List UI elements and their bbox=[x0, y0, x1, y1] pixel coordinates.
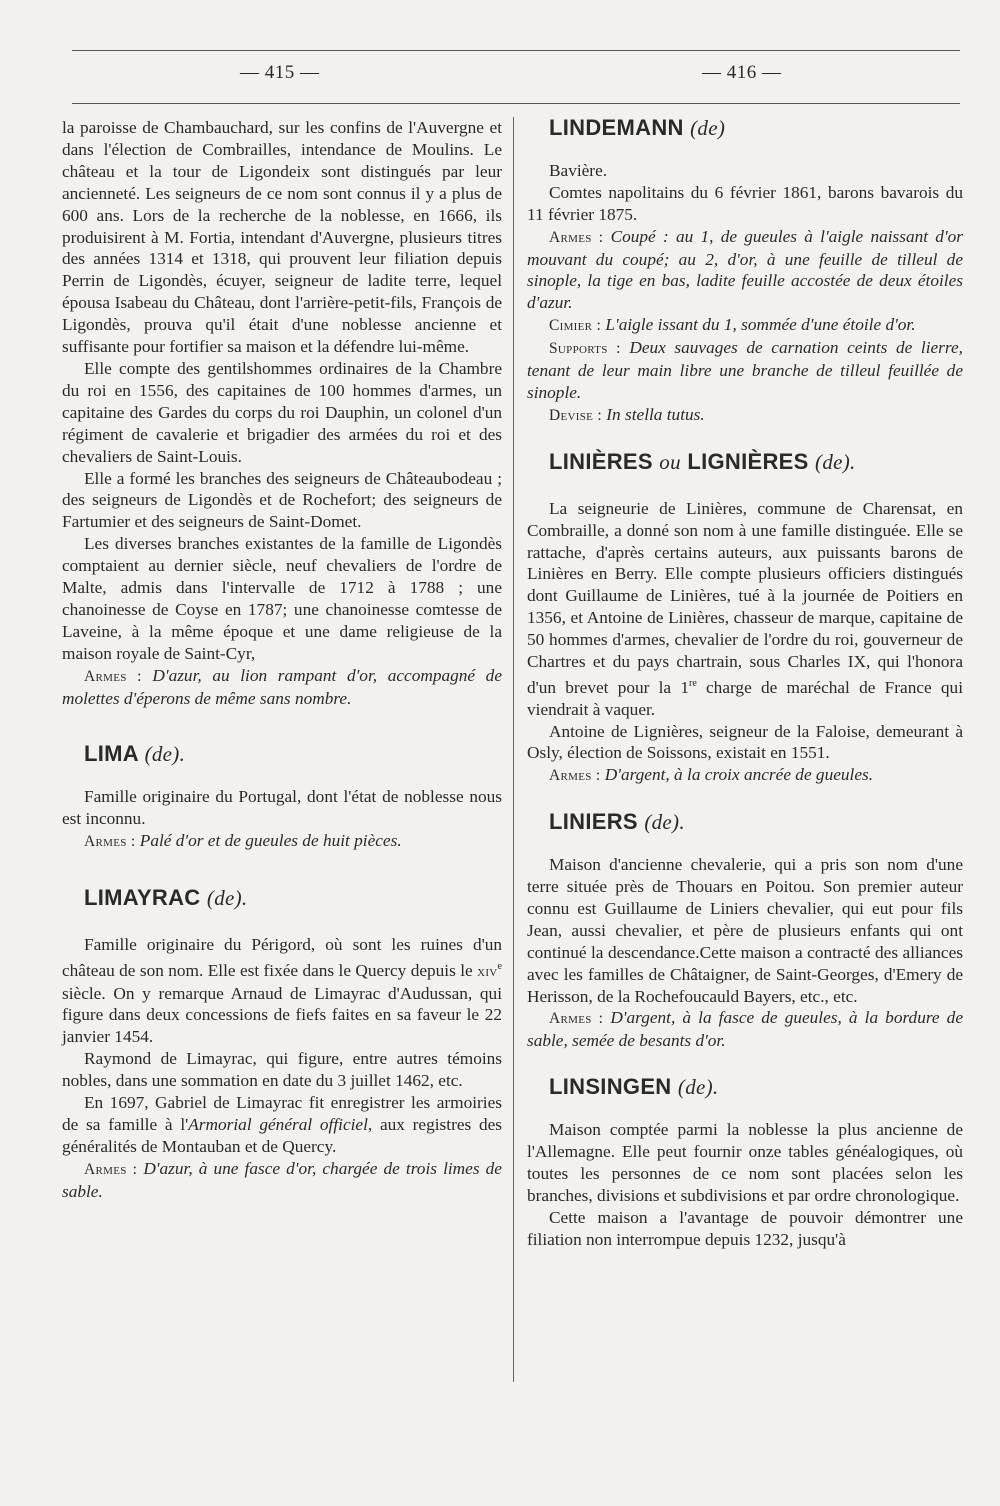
lindemann-crest bbox=[527, 314, 963, 337]
lindemann-paragraph-2: Comtes napolitains du 6 février 1861, barons bavarois du 11 février 1875. bbox=[527, 182, 963, 224]
liniers-arms bbox=[527, 1007, 963, 1052]
crest-label: Cimier : bbox=[549, 317, 602, 335]
text-run: En 1697, Gabriel de Limayrac fit enregistrer les armoiries de sa famille à l' bbox=[62, 1093, 502, 1135]
lima-paragraph-1: Famille originaire du Portugal, dont l'état de noblesse nous est inconnu. bbox=[62, 787, 502, 829]
ligondes-paragraph-4: Les diverses branches existantes de la famille de Ligondès comptaient au dernier siècle, neuf chevaliers de l'ordre de Malte, admis dans l'intervalle de 1712 à 1788 ; une chanoinesse de Coyse en 1787; une chanoinesse comtesse de Laveine, à la même époque et une dame religieuse de la maison royale de Saint-Cyr, bbox=[62, 534, 502, 663]
entry-title-lindemann bbox=[527, 117, 963, 140]
page-number-left: — 415 — bbox=[240, 62, 320, 83]
motto-text: In stella tutus. bbox=[606, 404, 705, 424]
lima-arms bbox=[62, 830, 502, 853]
text-run: La seigneurie de Linières, commune de Charensat, en Combraille, a donné son nom à une famille distinguée. Elle se rattache, d'après certains auteurs, aux puissants barons de Linières en Berry. Elle compte plusieurs officiers distingués dont Guillaume de Linières, tué à la journée de Poitiers en 1356, et Antoine de Linières, chasseur de marque, capitaine de 50 hommes d'armes, chevalier de l'ordre du roi, gouverneur de Chartres et du pays chartrain, sous Charles IX, qui l'honora d'un brevet pour la 1 bbox=[527, 498, 963, 697]
liniers-paragraph-1: Maison d'ancienne chevalerie, qui a pris son nom d'une terre située près de Thouars en Poitou. Son premier auteur connu est Guillaume de Liniers chevalier, qui eut pour fils Jean, aussi chevalier, et père de plusieurs enfants qui ont continué la descendance.Cette maison a contracté des alliances avec les familles de Châtaigner, de Saint-Georges, d'Emery de Herisson, de la Rochefoucauld Bayers, etc., etc. bbox=[527, 855, 963, 1006]
lindemann-paragraph-1: Bavière. bbox=[549, 160, 608, 180]
ligondes-paragraph-1: la paroisse de Chambauchard, sur les confins de l'Auvergne et dans l'élection de Combrailles, intendance de Moulins. Le château et la tour de Ligondeix sont distingués par leur ancienneté. Les seigneurs de ce nom sont connus il y a plus de 600 ans. Lors de la recherche de la noblesse, en 1666, ils produisirent à M. Fortia, intendant d'Auvergne, plusieurs titres des années 1314 et 1318, qui prouvent leur filiation depuis Perrin de Ligondès, écuyer, seigneur de ladite terre, lequel épousa Isabeau du Château, dont l'arrière-petit-fils, François de Ligondès, prouva qu'il était d'une noblesse ancienne et suffisante pour fortifier sa maison et la défendre lui-même. bbox=[62, 118, 502, 357]
page-number-right: — 416 — bbox=[702, 62, 782, 83]
arms-label: Armes : bbox=[84, 1160, 138, 1178]
ligondes-paragraph-2: Elle compte des gentilshommes ordinaires de la Chambre du roi en 1556, des capitaines de 100 hommes d'armes, un capitaine des Gardes du corps du roi Dauphin, un colonel d'un régiment de cavalerie et brigadier des armées du roi et des chevaliers de Saint-Louis. bbox=[62, 358, 502, 466]
text-run: charge de maréchal de France qui viendrait à vaquer. bbox=[527, 677, 963, 719]
superscript: re bbox=[688, 677, 697, 689]
supporters-text: Deux sauvages de carnation ceints de lierre, tenant de leur main libre une branche de tilleul feuillée de sinople. bbox=[527, 338, 963, 402]
entry-title-lima bbox=[62, 743, 502, 766]
entry-title-linsingen bbox=[527, 1076, 963, 1099]
ligondes-arms bbox=[62, 665, 502, 710]
entry-particle: (de). bbox=[815, 449, 856, 474]
entry-title-linieres bbox=[527, 448, 963, 474]
arms-label: Armes : bbox=[84, 833, 136, 851]
linsingen-paragraph-1: Maison comptée parmi la noblesse la plus ancienne de l'Allemagne. Elle peut fournir onze tables généalogiques, où toutes les personnes de ce nom sont placées selon les branches, divisions et subdivisions et par ordre chronologique. bbox=[527, 1120, 963, 1205]
lindemann-arms bbox=[527, 226, 963, 315]
arms-label: Armes : bbox=[549, 1010, 604, 1028]
crest-text: L'aigle issant du 1, sommée d'une étoile d'or. bbox=[605, 315, 916, 335]
entry-particle: (de) bbox=[690, 116, 726, 140]
column-divider bbox=[513, 117, 514, 1382]
entry-name: LIMAYRAC bbox=[84, 885, 201, 911]
arms-label: Armes : bbox=[549, 767, 601, 785]
linsingen-paragraph-2: Cette maison a l'avantage de pouvoir démontrer une filiation non interrompue depuis 1232, jusqu'à bbox=[527, 1207, 963, 1249]
arms-label: Armes : bbox=[84, 667, 142, 685]
limayrac-arms bbox=[62, 1158, 502, 1203]
entry-conjunction: ou bbox=[659, 449, 681, 474]
entry-title-limayrac bbox=[62, 887, 502, 910]
lindemann-motto bbox=[527, 404, 963, 427]
text-run: siècle. On y remarque Arnaud de Limayrac d'Audussan, qui figure dans deux concessions de fiefs faites en sa faveur le 22 janvier 1454. bbox=[62, 983, 502, 1047]
arms-blazon: D'argent, à la fasce de gueules, à la bordure de sable, semée de besants d'or. bbox=[527, 1008, 963, 1051]
book-title: Armorial général officiel bbox=[188, 1115, 368, 1135]
arms-blazon: D'argent, à la croix ancrée de gueules. bbox=[604, 765, 874, 785]
entry-particle: (de). bbox=[677, 1075, 719, 1100]
motto-label: Devise : bbox=[549, 406, 602, 424]
left-column bbox=[62, 117, 502, 1203]
entry-name: LIMA bbox=[84, 741, 139, 767]
entry-title-liniers bbox=[527, 811, 963, 834]
entry-name: LINIERS bbox=[549, 809, 638, 835]
limayrac-paragraph-1 bbox=[62, 934, 502, 1048]
entry-particle: (de). bbox=[144, 742, 186, 767]
lindemann-supporters bbox=[527, 337, 963, 404]
superscript: e bbox=[497, 960, 502, 972]
arms-blazon: D'azur, au lion rampant d'or, accompagné de molettes d'éperons de même sans nombre. bbox=[62, 665, 502, 708]
header-rule bbox=[72, 103, 960, 104]
right-column bbox=[527, 117, 963, 1251]
arms-blazon: Palé d'or et de gueules de huit pièces. bbox=[139, 831, 402, 851]
text-run: Famille originaire du Périgord, où sont les ruines d'un château de son nom. Elle est fixée dans le Quercy depuis le bbox=[62, 935, 502, 980]
arms-blazon: D'azur, à une fasce d'or, chargée de trois limes de sable. bbox=[62, 1158, 502, 1201]
limayrac-paragraph-2: Raymond de Limayrac, qui figure, entre autres témoins nobles, dans une sommation en date du 3 juillet 1462, etc. bbox=[62, 1049, 502, 1091]
entry-name-alt: LIGNIÈRES bbox=[687, 448, 809, 474]
linieres-paragraph-1 bbox=[527, 498, 963, 721]
limayrac-paragraph-3 bbox=[62, 1092, 502, 1158]
ligondes-paragraph-3: Elle a formé les branches des seigneurs de Châteaubodeau ; des seigneurs de Ligondès et de Rochefort; des seigneurs de Fartumier et des seigneurs de Saint-Domet. bbox=[62, 468, 502, 532]
entry-name: LINSINGEN bbox=[549, 1074, 672, 1100]
entry-name: LINDEMANN bbox=[549, 115, 684, 140]
text-run: , aux registres des généralités de Montauban et de Quercy. bbox=[62, 1115, 503, 1156]
linieres-paragraph-2: Antoine de Lignières, seigneur de la Faloise, demeurant à Osly, élection de Soissons, existait en 1551. bbox=[527, 721, 963, 763]
top-rule bbox=[72, 50, 960, 51]
century-numeral: xiv bbox=[477, 962, 498, 980]
linieres-arms bbox=[527, 764, 963, 787]
supporters-label: Supports : bbox=[549, 340, 621, 358]
entry-particle: (de). bbox=[206, 886, 248, 911]
entry-particle: (de). bbox=[644, 810, 685, 835]
entry-name: LINIÈRES bbox=[549, 448, 653, 474]
arms-blazon: Coupé : au 1, de gueules à l'aigle naissant d'or mouvant du coupé; au 2, d'or, à une feuille de tilleul de sinople, la tige en bas, ladite feuille accostée de deux étoiles d'azur. bbox=[527, 226, 964, 313]
arms-label: Armes : bbox=[549, 228, 604, 246]
